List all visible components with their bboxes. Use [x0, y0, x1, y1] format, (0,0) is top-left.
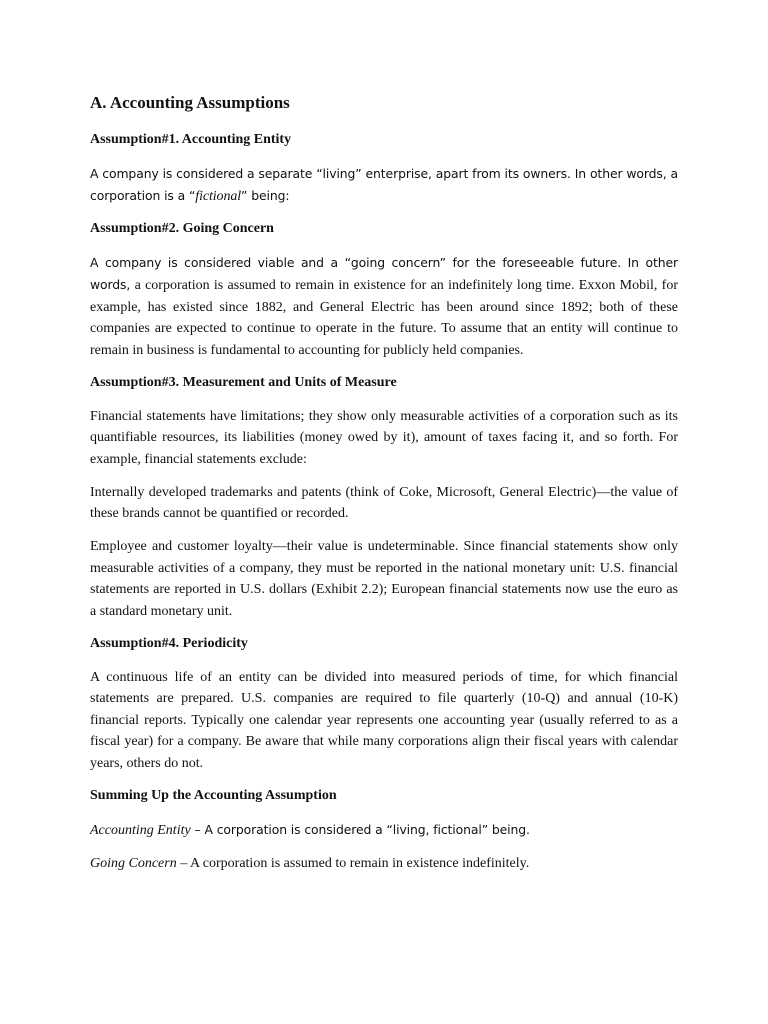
- assumption-1-text-start: A company is considered a separate “living” enterprise, apart from its owners. In other words, a corporation is a “: [90, 166, 678, 203]
- summary-text-accounting-entity: – A corporation is considered a “living, fictional” being.: [190, 821, 530, 837]
- assumption-2-paragraph: [90, 252, 678, 362]
- assumption-1-text-italic: fictional: [195, 188, 242, 204]
- assumption-4-paragraph: A continuous life of an entity can be divided into measured periods of time, for which financial statements are prepared. U.S. companies are required to file quarterly (10-Q) and annual (10-K) financial reports. Typically one calendar year represents one accounting year (usually referred to as a fiscal year) for a company. Be aware that while many corporations align their fiscal years with calendar years, others do not.: [90, 669, 678, 771]
- summary-term-accounting-entity: Accounting Entity: [90, 822, 191, 838]
- assumption-1-paragraph: [90, 163, 678, 207]
- summary-text-going-concern: – A corporation is assumed to remain in existence indefinitely.: [176, 855, 530, 871]
- assumption-3-paragraph-3: Employee and customer loyalty—their value is undeterminable. Since financial statements show only measurable activities of a company, they must be reported in the national monetary unit: U.S. financial statements are reported in U.S. dollars (Exhibit 2.2); European financial statements now use the euro as a standard monetary unit.: [90, 539, 678, 619]
- page-title: A. Accounting Assumptions: [90, 93, 290, 112]
- assumption-2-text-rest: a corporation is assumed to remain in existence for an indefinitely long time. Exxon Mobil, for example, has existed since 1882, and General Electric has been around since 1892; both of these companies are expected to continue to operate in the future. To assume that an entity will continue to remain in business is fundamental to accounting for publicly held companies.: [90, 278, 678, 358]
- summary-heading: Summing Up the Accounting Assumption: [90, 787, 337, 803]
- assumption-2-heading: Assumption#2. Going Concern: [90, 220, 274, 236]
- assumption-1-text-end: ” being:: [241, 187, 290, 203]
- assumption-3-heading: Assumption#3. Measurement and Units of Measure: [90, 374, 397, 390]
- assumption-4-heading: Assumption#4. Periodicity: [90, 635, 248, 651]
- assumption-3-paragraph-2: Internally developed trademarks and patents (think of Coke, Microsoft, General Electric)—the value of these brands cannot be quantified or recorded.: [90, 484, 678, 521]
- summary-item-going-concern: [90, 853, 678, 875]
- assumption-1-heading: Assumption#1. Accounting Entity: [90, 132, 292, 147]
- assumption-2-text-sans: A company is considered viable and a “going concern” for the foreseeable future. In other words,: [90, 254, 678, 292]
- assumption-3-paragraph-1: Financial statements have limitations; they show only measurable activities of a corporation such as its quantifiable resources, its liabilities (money owed by it), amount of taxes facing it, and so forth. For example, financial statements exclude:: [90, 408, 678, 467]
- summary-term-going-concern: Going Concern: [90, 855, 177, 871]
- document-page: [90, 92, 678, 886]
- summary-item-accounting-entity: [90, 819, 678, 842]
